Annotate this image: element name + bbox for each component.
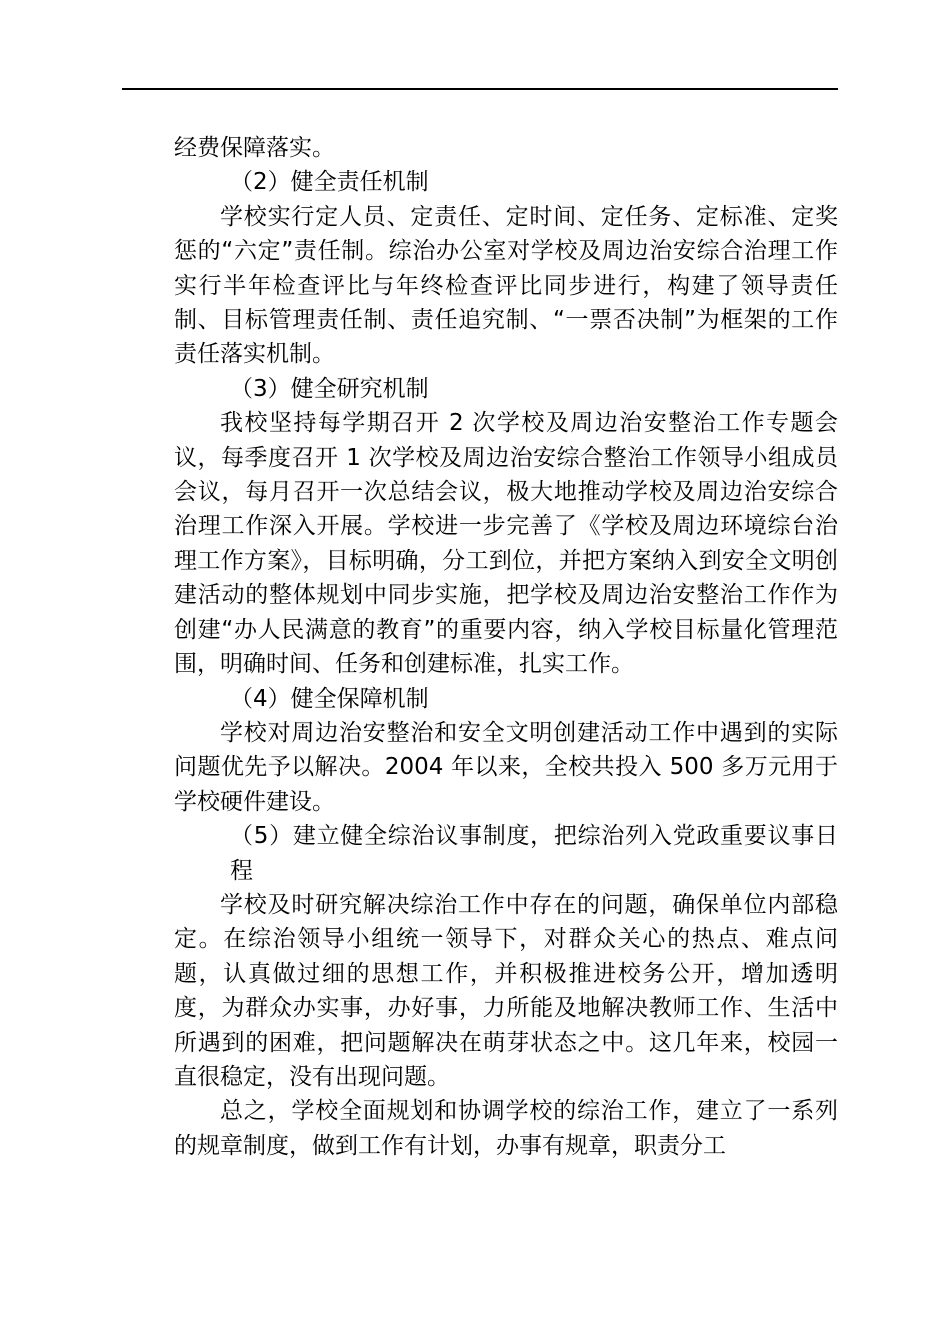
paragraph-deliberation: 学校及时研究解决综治工作中存在的问题，确保单位内部稳定。在综治领导小组统一领导下，对群众关心的热点、难点问题，认真做过细的思想工作，并积极推进校务公开，增加透明度，为群众办实事，办好事，力所能及地解决教师工作、生活中所遇到的困难，把问题解决在萌芽状态之中。这几年来，校园一直很稳定，没有出现问题。 bbox=[174, 891, 838, 1090]
paragraph-continuation: 经费保障落实。 bbox=[174, 135, 335, 161]
paragraph-research: 我校坚持每学期召开 2 次学校及周边治安整治工作专题会议，每季度召开 1 次学校及周边治安综合整治工作领导小组成员会议，每月召开一次总结会议，极大地推动学校及周边治安综合治理工作深入开展。学校进一步完善了《学校及周边环境综台治理工作方案》，目标明确，分工到位，并把方案纳入到安全文明创建活动的整体规划中同步实施，把学校及周边治安整治工作作为创建“办人民满意的教育”的重要内容，纳入学校目标量化管理范围，明确时间、任务和创建标准，扎实工作。 bbox=[174, 410, 838, 678]
paragraph-summary: 总之，学校全面规划和协调学校的综治工作，建立了一系列的规章制度，做到工作有计划，办事有规章，职责分工 bbox=[174, 1098, 838, 1159]
paragraph-responsibility: 学校实行定人员、定责任、定时间、定任务、定标准、定奖惩的“六定”责任制。综治办公室对学校及周边治安综合治理工作实行半年检查评比与年终检查评比同步进行，构建了领导责任制、目标管理责任制、责任追究制、“一票否决制”为框架的工作责任落实机制。 bbox=[174, 203, 838, 368]
section-heading-responsibility: （2）健全责任机制 bbox=[230, 169, 429, 196]
section-heading-guarantee: （4）健全保障机制 bbox=[230, 685, 429, 712]
section-heading-deliberation: （5）建立健全综治议事制度，把综治列入党政重要议事日程 bbox=[230, 823, 838, 884]
document-body bbox=[174, 131, 838, 1163]
paragraph-guarantee: 学校对周边治安整治和安全文明创建活动工作中遇到的实际问题优先予以解决。2004 年以来，全校共投入 500 多万元用于学校硬件建设。 bbox=[174, 719, 838, 815]
section-heading-research: （3）健全研究机制 bbox=[230, 375, 429, 402]
header-rule bbox=[122, 88, 838, 90]
